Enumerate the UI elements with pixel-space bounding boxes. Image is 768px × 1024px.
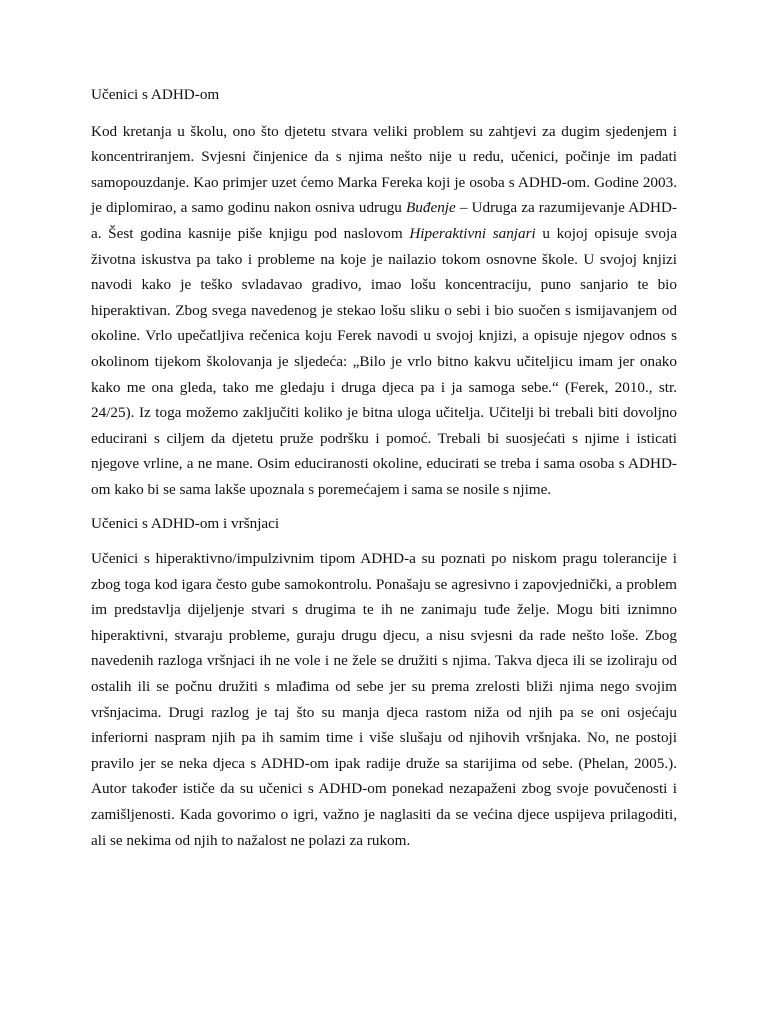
paragraph-text: u kojoj opisuje svoja životna iskustva pa tako i probleme na koje je nailazio tokom osnovne škole. U svojoj knjizi navodi kako je teško svladavao gradivo, imao lošu koncentraciju, puno sanjario te bio hiperaktivan. Zbog svega navedenog je stekao lošu sliku o sebi i bio suočen s ismijavanjem od okoline. Vrlo upečatljiva rečenica koju Ferek navodi u svojoj knjizi, a opisuje njegov odnos s okolinom tijekom školovanja je sljedeća: „Bilo je vrlo bitno kakvu učiteljicu imam jer onako kako me ona gleda, tako me gledaju i druga djeca pa i ja samoga sebe.“ (Ferek, 2010., str. 24/25). Iz toga možemo zaključiti koliko je bitna uloga učitelja. Učitelji bi trebali biti dovoljno educirani s ciljem da djetetu pruže podršku i pomoć. Trebali bi suosjećati s njime i isticati njegove vrline, a ne mane. Osim educiranosti okoline, educirati se treba i sama osoba s ADHD-om kako bi se sama lakše upoznala s poremećajem i sama se nosile s njime.	[91, 224, 677, 498]
document-page	[91, 82, 677, 853]
paragraph-text: Kod kretanja u školu, ono što djetetu stvara veliki problem su zahtjevi za dugim sjedenjem i koncentriranjem. Svjesni činjenice da s njima nešto nije u redu, učenici, počinje im padati samopouzdanje. Kao primjer uzet ćemo Marka Fereka koji je osoba s ADHD-om. Godine 2003. je diplomirao, a samo godinu nakon osniva udrugu	[91, 122, 677, 217]
italic-title-hiperaktivni-sanjari: Hiperaktivni sanjari	[409, 224, 536, 242]
section-heading-ucenici-vrsnjaci: Učenici s ADHD-om i vršnjaci	[91, 514, 280, 532]
section-heading-ucenici-adhd: Učenici s ADHD-om	[91, 86, 220, 103]
paragraph-text: – Udruga za razumijevanje ADHD-a. Šest godina kasnije piše knjigu pod naslovom	[91, 199, 677, 242]
section2-paragraph: Učenici s hiperaktivno/impulzivnim tipom ADHD-a su poznati po niskom pragu tolerancije i zbog toga kod igara često gube samokontrolu. Ponašaju se agresivno i zapovjednički, a problem im predstavlja dijeljenje stvari s drugima te ih ne zanimaju tuđe želje. Mogu biti iznimno hiperaktivni, stvaraju probleme, guraju drugu djecu, a nisu svjesni da rade nešto loše. Zbog navedenih razloga vršnjaci ih ne vole i ne žele se družiti s njima. Takva djeca ili se izoliraju od ostalih ili se počnu družiti s mlađima od sebe jer su prema zrelosti bliži njima nego svojim vršnjacima. Drugi razlog je taj što su manja djeca rastom niža od njih pa se oni osjećaju inferiorni naspram njih pa ih samim time i više slušaju od njihovih vršnjaka. No, ne postoji pravilo jer se neka djeca s ADHD-om ipak radije druže sa starijima od sebe. (Phelan, 2005.). Autor također ističe da su učenici s ADHD-om ponekad nezapaženi zbog svoje povučenosti i zamišljenosti. Kada govorimo o igri, važno je naglasiti da se većina djece uspijeva prilagoditi, ali se nekima od njih to nažalost ne polazi za rukom.	[91, 550, 677, 849]
section1-paragraph	[91, 119, 677, 503]
italic-title-budenje: Buđenje	[406, 199, 456, 217]
